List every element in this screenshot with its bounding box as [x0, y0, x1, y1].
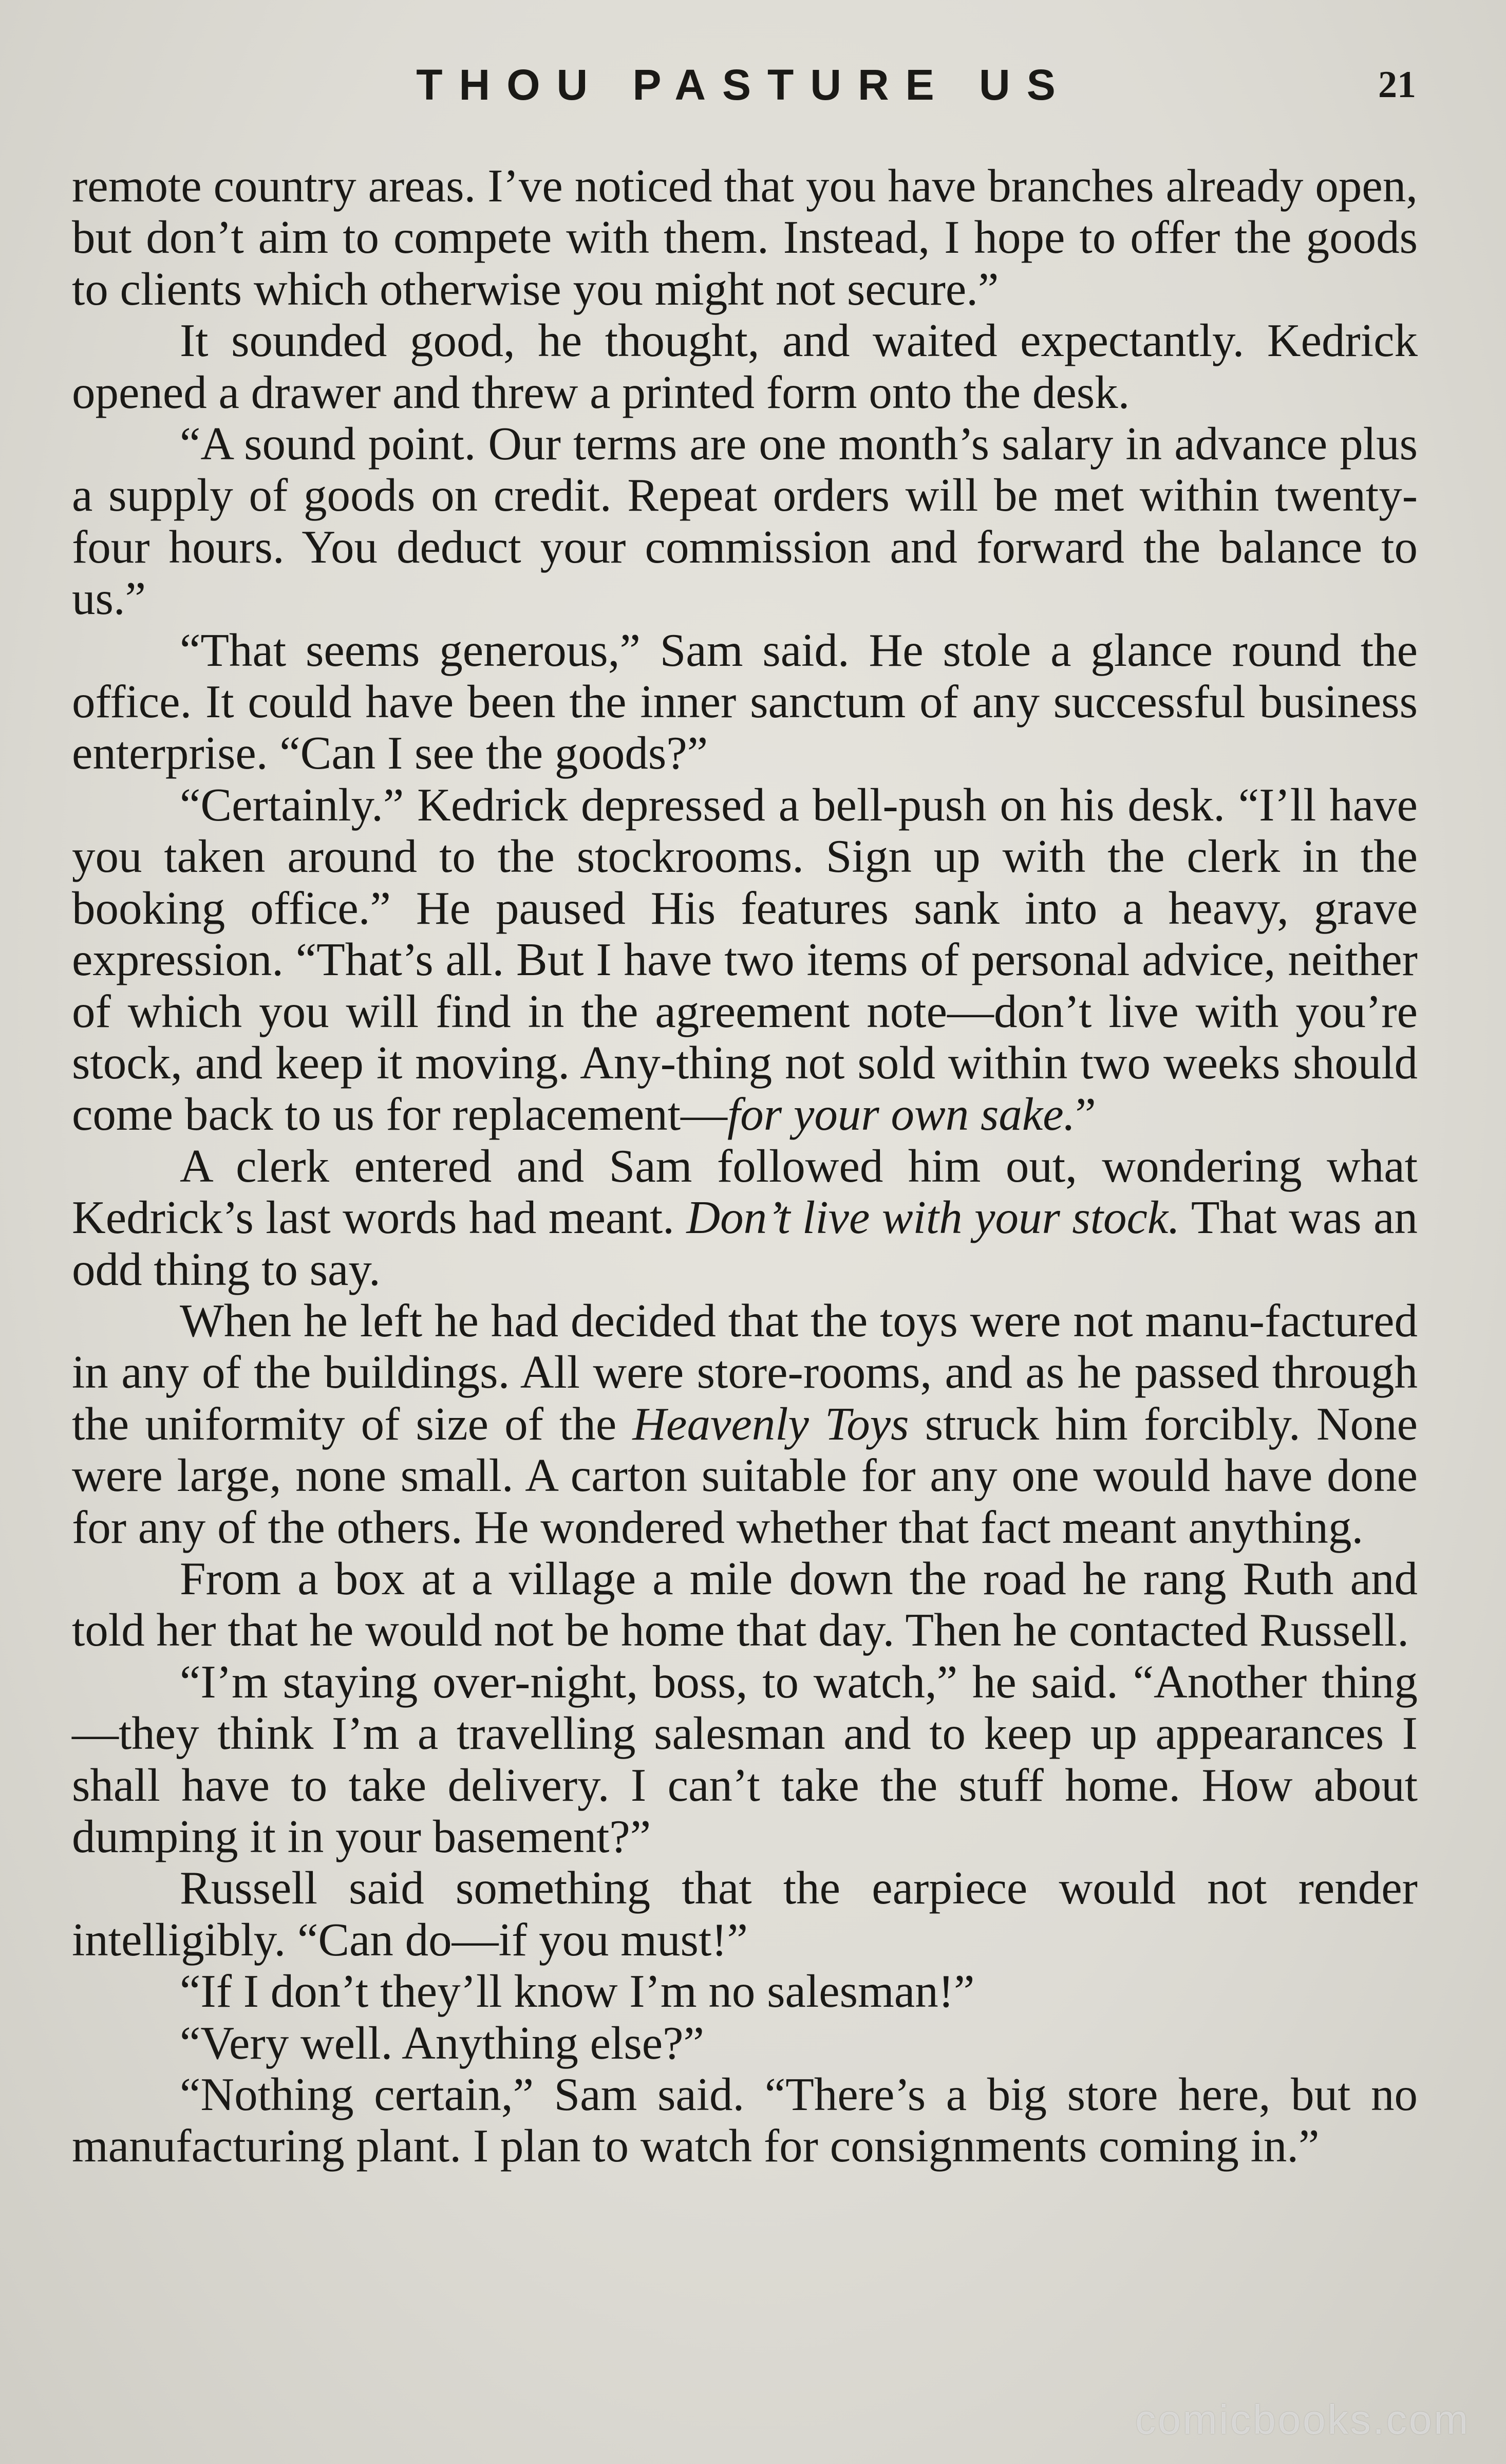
- paragraph: [72, 1966, 1418, 2017]
- running-head: THOU PASTURE US: [416, 61, 1072, 109]
- paragraph: [72, 418, 1418, 625]
- text-run: “That seems generous,” Sam said. He stole a glance round the office. It could have been the inner sanctum of any successful business enterprise. “Can I see the goods?”: [72, 624, 1418, 779]
- text-run: “Nothing certain,” Sam said. “There’s a big store here, but no manufacturing plant. I plan to watch for consignments coming in.”: [72, 2068, 1418, 2172]
- paragraph: [72, 779, 1418, 1141]
- italic-text: Heavenly Toys: [632, 1397, 909, 1450]
- paragraph: [72, 1862, 1418, 1966]
- italic-text: for your own sake.: [727, 1088, 1076, 1141]
- paragraph: [72, 2069, 1418, 2172]
- text-run: A clerk entered and Sam followed him out, wondering what Kedrick’s last words had meant.: [72, 1140, 1418, 1244]
- text-run: It sounded good, he thought, and waited expectantly. Kedrick opened a drawer and threw a printed form onto the desk.: [72, 314, 1418, 418]
- text-run: “If I don’t they’ll know I’m no salesman!”: [180, 1965, 975, 2018]
- text-run: When he left he had decided that the toys were not manu-factured in any of the buildings. All were store-rooms, and as he passed through the uniformity of size of the: [72, 1294, 1418, 1450]
- paragraph: [72, 1141, 1418, 1295]
- body-text: [72, 160, 1418, 2172]
- text-run: That was an odd thing to say.: [72, 1191, 1418, 1295]
- paragraph: [72, 1656, 1418, 1863]
- watermark: comicbooks.com: [1135, 2397, 1470, 2442]
- text-run: “A sound point. Our terms are one month’s salary in advance plus a supply of goods on credit. Repeat orders will be met within twenty-four hours. You deduct your commission and forward the balance to us.”: [72, 418, 1418, 625]
- text-run: struck him forcibly. None were large, none small. A carton suitable for any one would have done for any of the others. He wondered whether that fact meant anything.: [72, 1397, 1418, 1553]
- text-run: “Certainly.” Kedrick depressed a bell-push on his desk. “I’ll have you taken around to the stockrooms. Sign up with the clerk in the booking office.” He paused His features sank into a heavy, grave expression. “That’s all. But I have two items of personal advice, neither of which you will find in the agreement note—don’t live with you’re stock, and keep it moving. Any-thing not sold within two weeks should come back to us for replacement—: [72, 778, 1418, 1141]
- text-run: Russell said something that the earpiece would not render intelligibly. “Can do—if you must!”: [72, 1862, 1418, 1966]
- paragraph: [72, 2018, 1418, 2069]
- page-header: [72, 54, 1416, 116]
- text-run: From a box at a village a mile down the road he rang Ruth and told her that he would not be home that day. Then he contacted Russell.: [72, 1552, 1418, 1656]
- paragraph: [72, 1295, 1418, 1553]
- text-run: “I’m staying over-night, boss, to watch,” he said. “Another thing—they think I’m a travelling salesman and to keep up appearances I shall have to take delivery. I can’t take the stuff home. How about dumping it in your basement?”: [72, 1655, 1418, 1862]
- page-number: 21: [1378, 64, 1416, 106]
- text-run: ”: [1075, 1088, 1096, 1141]
- text-run: “Very well. Anything else?”: [180, 2017, 704, 2069]
- paragraph: [72, 1553, 1418, 1656]
- paragraph: [72, 625, 1418, 779]
- italic-text: Don’t live with your stock.: [686, 1191, 1180, 1244]
- paragraph: [72, 160, 1418, 315]
- paragraph: [72, 315, 1418, 418]
- text-run: remote country areas. I’ve noticed that you have branches already open, but don’t aim to compete with them. Instead, I hope to offer the goods to clients which otherwise you might not secure.”: [72, 160, 1418, 315]
